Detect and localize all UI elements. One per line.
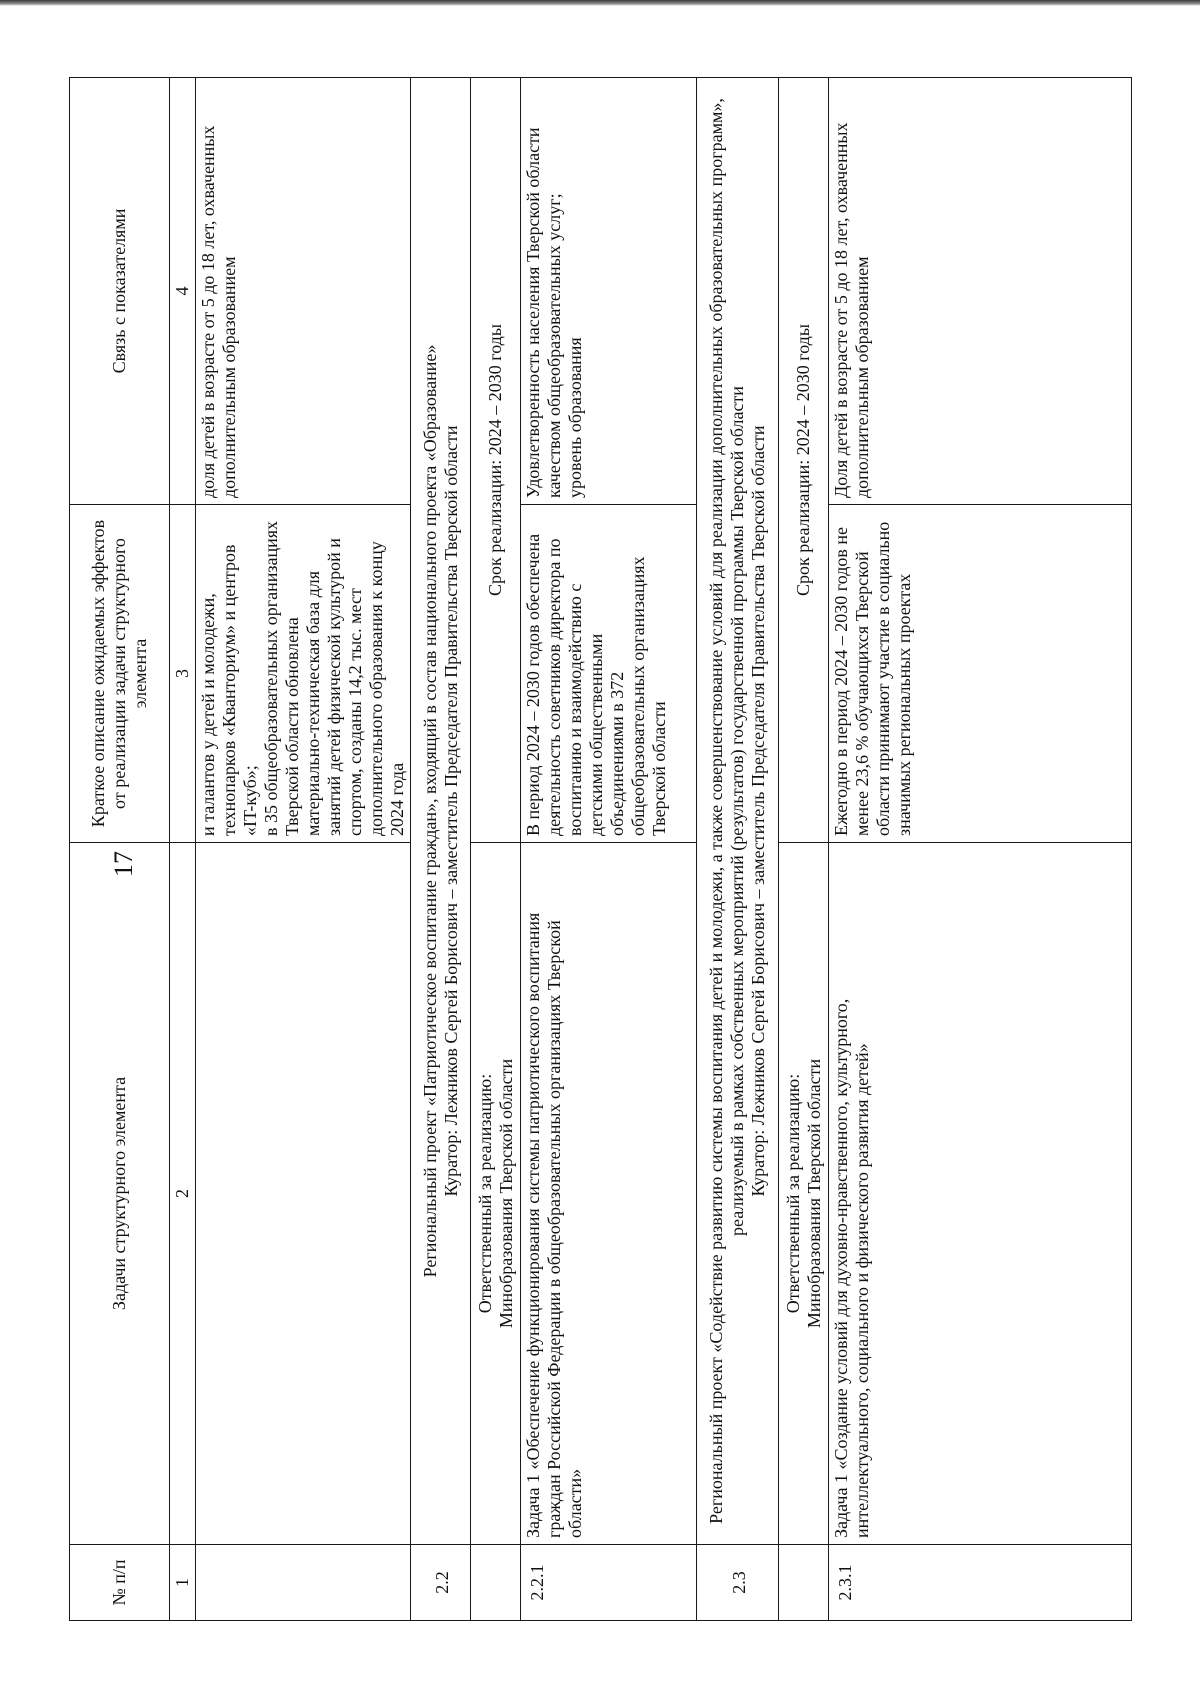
column-number-row	[169, 77, 195, 1620]
task-2-2-1-effect: В период 2024 – 2030 годов обеспечена деятельность советников директора по воспитанию и взаимодействию с детскими общественными объединениями в 372 общеобразовательных организациях Тверской области	[520, 504, 696, 842]
project-row-2-3	[696, 77, 778, 1620]
project-row-2-2	[410, 77, 470, 1620]
project-2-3-term: Срок реализации: 2024 – 2030 годы	[778, 77, 828, 842]
structural-elements-table	[69, 77, 1132, 1621]
col-number-1: 1	[169, 1544, 195, 1620]
task-2-2-1-task: Задача 1 «Обеспечение функционирования системы патриотического воспитания граждан Российской Федерации в общеобразовательных организациях Тверской области»	[520, 842, 696, 1544]
project-2-2-meta-row	[470, 77, 520, 1620]
project-2-3-title: Региональный проект «Содействие развитию системы воспитания детей и молодежи, а также совершенствование условий для реализации дополнительных образовательных программ», реализуемый в рамках собственных мероприятий (результатов) государственной программы Тверской области Куратор: Лежников Сергей Борисович – заместитель Председателя Правительства Тверской области	[696, 77, 778, 1544]
project-2-2-title: Региональный проект «Патриотическое воспитание граждан», входящий в состав национального проекта «Образование» Куратор: Лежников Сергей Борисович – заместитель Председателя Правительства Тверской области	[410, 77, 470, 1544]
table-row-continuation	[195, 77, 410, 1620]
task-row-2-3-1	[828, 77, 1131, 1620]
task-row-2-2-1	[520, 77, 696, 1620]
goals-table-rotated	[69, 78, 1132, 1621]
col-number-2: 2	[169, 842, 195, 1544]
table-header-row	[69, 77, 169, 1620]
project-2-2-num: 2.2	[410, 1544, 470, 1620]
task-2-3-1-indicator: Доля детей в возрасте от 5 до 18 лет, охваченных дополнительным образованием	[828, 77, 1131, 504]
project-2-2-responsible: Ответственный за реализацию: Минобразования Тверской области	[470, 842, 520, 1544]
task-2-3-1-task: Задача 1 «Создание условий для духовно-нравственного, культурного, интеллектуального, социального и физического развития детей»	[828, 842, 1131, 1544]
project-2-3-meta-row	[778, 77, 828, 1620]
continuation-indicator: доля детей в возрасте от 5 до 18 лет, охваченных дополнительным образованием	[195, 77, 410, 504]
project-2-2-term: Срок реализации: 2024 – 2030 годы	[470, 77, 520, 842]
task-2-2-1-indicator: Удовлетворенность населения Тверской области качеством общеобразовательных услуг; уровень образования	[520, 77, 696, 504]
task-2-3-1-effect: Ежегодно в период 2024 – 2030 годов не менее 23,6 % обучающихся Тверской области принимают участие в социально значимых региональных проектах	[828, 504, 1131, 842]
col-number-3: 3	[169, 504, 195, 842]
header-effects: Краткое описание ожидаемых эффектов от реализации задачи структурного элемента	[69, 504, 169, 842]
header-indicators: Связь с показателями	[69, 77, 169, 504]
continuation-num	[195, 1544, 410, 1620]
header-num: № п/п	[69, 1544, 169, 1620]
col-number-4: 4	[169, 77, 195, 504]
project-2-3-num: 2.3	[696, 1544, 778, 1620]
task-2-3-1-num: 2.3.1	[828, 1544, 1131, 1620]
project-2-3-responsible: Ответственный за реализацию: Минобразования Тверской области	[778, 842, 828, 1544]
project-2-3-meta-num	[778, 1544, 828, 1620]
task-2-2-1-num: 2.2.1	[520, 1544, 696, 1620]
project-2-2-meta-num	[470, 1544, 520, 1620]
header-tasks: Задачи структурного элемента	[69, 842, 169, 1544]
continuation-effect: и талантов у детей и молодежи, технопарков «Кванториум» и центров «IT-куб»; в 35 общеобразовательных организациях Тверской области обновлена материально-техническая база для занятий детей физической культурой и спортом, созданы 14,2 тыс. мест дополнительного образования к концу 2024 года	[195, 504, 410, 842]
scan-edge-shadow	[0, 0, 1200, 6]
page-number: 17	[109, 851, 138, 877]
continuation-task	[195, 842, 410, 1544]
